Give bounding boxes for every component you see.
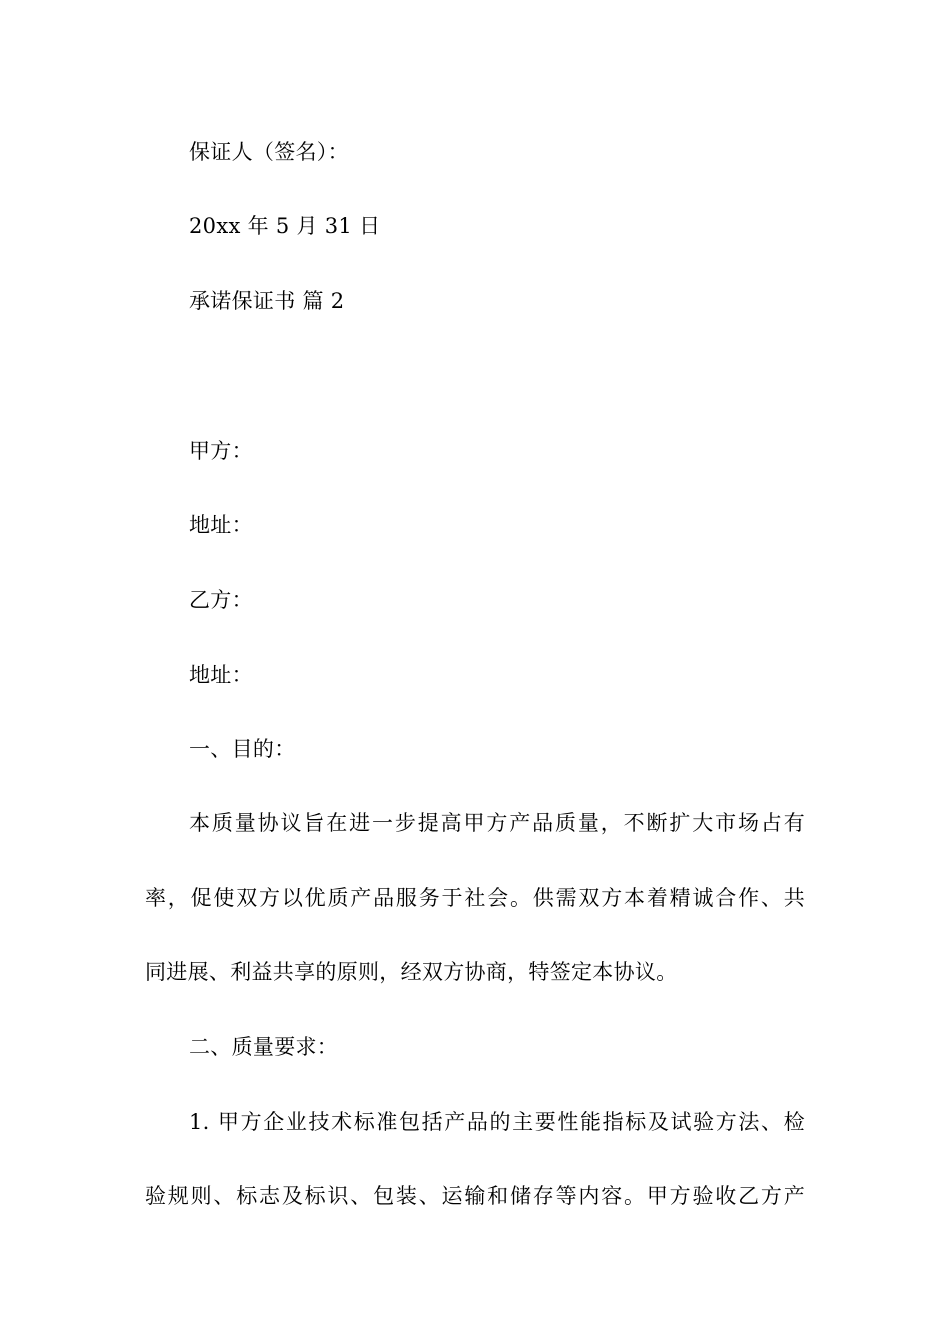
date-line: 20xx 年 5 月 31 日 [189,214,381,238]
purpose-paragraph-line-2: 率，促使双方以优质产品服务于社会。供需双方本着精诚合作、共 [145,886,805,910]
party-b-line: 乙方： [189,588,253,612]
party-b-address-line: 地址： [189,663,253,687]
party-a-address-line: 地址： [189,513,253,537]
quality-paragraph-line-1: 1. 甲方企业技术标准包括产品的主要性能指标及试验方法、检 [189,1110,805,1134]
purpose-paragraph-line-1: 本质量协议旨在进一步提高甲方产品质量，不断扩大市场占有 [189,811,805,835]
heading-quality: 二、质量要求： [189,1035,339,1059]
section-title: 承诺保证书 篇 2 [189,289,345,313]
guarantor-signature-line: 保证人（签名）： [189,140,349,164]
purpose-paragraph-line-3: 同进展、利益共享的原则，经双方协商，特签定本协议。 [145,960,678,984]
party-a-line: 甲方： [189,439,253,463]
quality-paragraph-line-2: 验规则、标志及标识、包装、运输和储存等内容。甲方验收乙方产 [145,1184,805,1208]
heading-purpose: 一、目的： [189,737,296,761]
